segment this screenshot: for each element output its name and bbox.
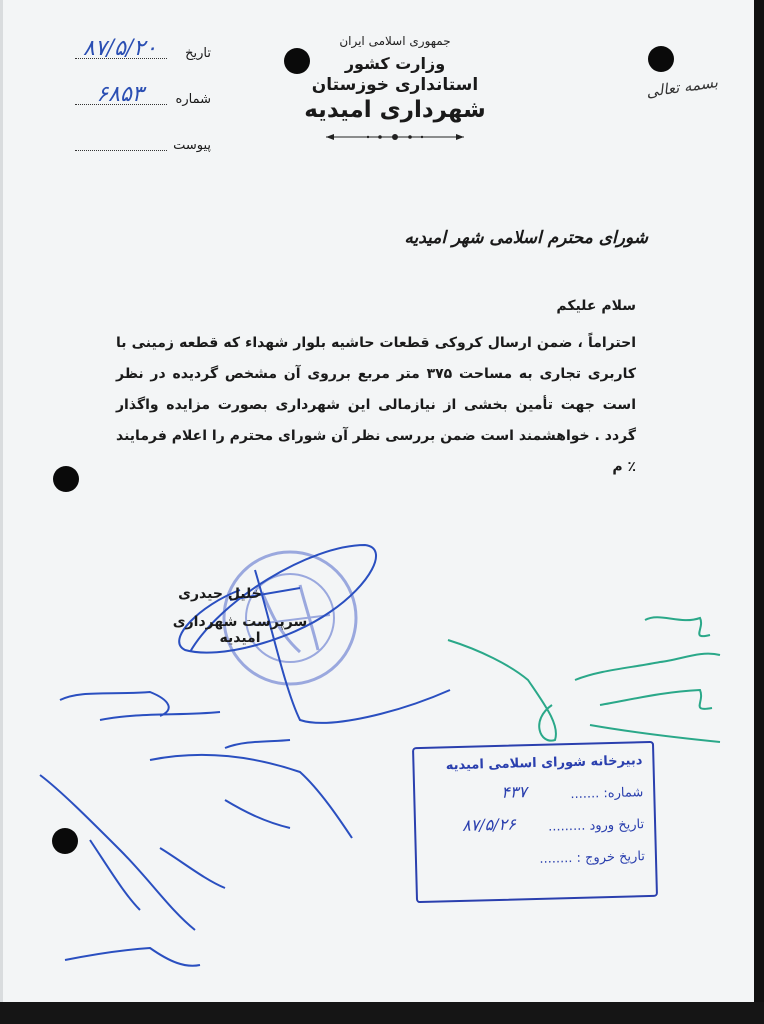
- stamp-number-label: شماره: .......: [570, 785, 644, 803]
- signatory-title: سرپرست شهرداری امیدیه: [172, 614, 308, 646]
- greeting-line: سلام علیکم: [556, 298, 636, 314]
- handwritten-notes: [40, 692, 352, 966]
- republic-title: جمهوری اسلامی ایران: [339, 34, 451, 48]
- ministry-title: وزارت کشور: [344, 54, 446, 73]
- letter-body: احتراماً ، ضمن ارسال کروکی قطعات حاشیه بلوار شهداء که قطعه زمینی با کاربری تجاری به مساحت ۳۷۵ متر مربع برروی آن مشخص گردیده در نظر است جهت تأمین بخشی از نیازمالی این شهرداری بصورت مزایده واگذار گردد . خواهشمند است ضمن بررسی نظر آن شورای محترم را اعلام فرمایند ٪ م: [116, 335, 637, 475]
- green-note: [448, 617, 720, 742]
- recipient-line: شورای محترم اسلامی شهر امیدیه: [404, 228, 648, 248]
- signatory-name: خلیل حیدری: [178, 586, 262, 602]
- date-value: ۸۷/۵/۲۰: [83, 36, 157, 61]
- basmala: بسمه تعالی: [645, 73, 719, 101]
- governorate-title: استانداری خوزستان: [311, 75, 479, 95]
- stamp-number-value: ۴۳۷: [500, 782, 528, 802]
- number-value: ۶۸۵۳: [96, 82, 144, 107]
- council-registry-stamp: [412, 741, 658, 903]
- date-label: تاریخ: [185, 46, 211, 61]
- scan-edge-right: [754, 0, 764, 1024]
- stamp-entry-label: تاریخ ورود .........: [547, 817, 645, 835]
- stamp-title: دبیرخانه شورای اسلامی امیدیه: [445, 753, 643, 774]
- number-label: شماره: [175, 92, 211, 107]
- scan-edge-bottom: [0, 1002, 764, 1024]
- stamp-exit-label: تاریخ خروج : ........: [539, 849, 646, 867]
- attachment-label: پیوست: [173, 138, 211, 153]
- stamp-entry-value: ۸۷/۵/۲۶: [461, 814, 517, 835]
- municipality-title: شهرداری امیدیه: [304, 97, 486, 123]
